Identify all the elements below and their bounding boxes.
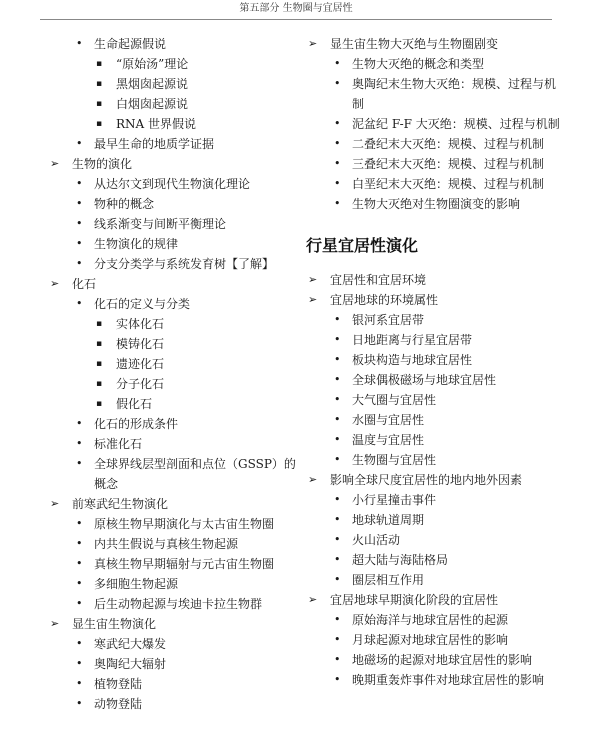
- round-bullet-icon: •: [334, 333, 341, 346]
- outline-item-text: 多细胞生物起源: [94, 577, 179, 591]
- outline-item-text: 模铸化石: [116, 337, 165, 351]
- outline-item: [306, 650, 566, 670]
- round-bullet-icon: •: [76, 637, 83, 650]
- outline-item: [48, 614, 296, 634]
- outline-item: [48, 354, 296, 374]
- outline-item-text: 生物大灭绝对生物圈演变的影响: [352, 197, 521, 211]
- arrow-bullet-icon: ➢: [50, 157, 60, 170]
- outline-item-text: 二叠纪末大灭绝：规模、过程与机制: [352, 137, 545, 151]
- outline-item-text: 植物登陆: [94, 677, 143, 691]
- round-bullet-icon: •: [334, 157, 341, 170]
- outline-item: [306, 610, 566, 630]
- round-bullet-icon: •: [334, 313, 341, 326]
- round-bullet-icon: •: [334, 117, 341, 130]
- outline-item: [306, 470, 566, 490]
- outline-item-text: 化石: [72, 277, 97, 291]
- outline-item: [48, 514, 296, 534]
- outline-item-text: 生物的演化: [72, 157, 133, 171]
- round-bullet-icon: •: [76, 197, 83, 210]
- outline-item-text: 三叠纪末大灭绝：规模、过程与机制: [352, 157, 545, 171]
- round-bullet-icon: •: [76, 437, 83, 450]
- square-bullet-icon: ▪: [96, 79, 103, 89]
- round-bullet-icon: •: [334, 513, 341, 526]
- outline-item: [306, 450, 566, 470]
- outline-item-text: 火山活动: [352, 533, 401, 547]
- round-bullet-icon: •: [334, 633, 341, 646]
- round-bullet-icon: •: [76, 597, 83, 610]
- outline-item-text: 内共生假说与真核生物起源: [94, 537, 239, 551]
- outline-item-text: 原始海洋与地球宜居性的起源: [352, 613, 509, 627]
- arrow-bullet-icon: ➢: [50, 277, 60, 290]
- square-bullet-icon: ▪: [96, 379, 103, 389]
- round-bullet-icon: •: [334, 77, 341, 90]
- left-column: [48, 34, 296, 714]
- outline-item: [306, 390, 566, 410]
- outline-item: [48, 434, 296, 454]
- outline-item: [48, 694, 296, 714]
- outline-item: [306, 330, 566, 350]
- outline-item-text: 日地距离与行星宜居带: [352, 333, 473, 347]
- outline-item-text: 地磁场的起源对地球宜居性的影响: [352, 653, 533, 667]
- outline-item: [48, 254, 296, 274]
- outline-item: [306, 34, 566, 54]
- square-bullet-icon: ▪: [96, 339, 103, 349]
- outline-item: [306, 410, 566, 430]
- page-header: [40, 0, 552, 20]
- outline-item-text: 奥陶纪末生物大灭绝：规模、过程与机制: [352, 77, 557, 111]
- outline-item-text: 原核生物早期演化与太古宙生物圈: [94, 517, 275, 531]
- outline-item: [48, 154, 296, 174]
- round-bullet-icon: •: [76, 557, 83, 570]
- round-bullet-icon: •: [334, 413, 341, 426]
- outline-item: [48, 294, 296, 314]
- outline-item: [306, 174, 566, 194]
- outline-item-text: 银河系宜居带: [352, 313, 425, 327]
- outline-item: [48, 414, 296, 434]
- round-bullet-icon: •: [334, 613, 341, 626]
- round-bullet-icon: •: [76, 417, 83, 430]
- square-bullet-icon: ▪: [96, 399, 103, 409]
- round-bullet-icon: •: [334, 353, 341, 366]
- outline-item: [48, 674, 296, 694]
- square-bullet-icon: ▪: [96, 99, 103, 109]
- outline-item-text: 生命起源假说: [94, 37, 167, 51]
- outline-item-text: 白垩纪末大灭绝：规模、过程与机制: [352, 177, 545, 191]
- outline-item: [48, 654, 296, 674]
- round-bullet-icon: •: [76, 297, 83, 310]
- outline-item-text: 温度与宜居性: [352, 433, 425, 447]
- round-bullet-icon: •: [76, 217, 83, 230]
- outline-item: [306, 570, 566, 590]
- outline-item-text: 显生宙生物演化: [72, 617, 157, 631]
- outline-item-text: 地球轨道周期: [352, 513, 425, 527]
- round-bullet-icon: •: [334, 673, 341, 686]
- outline-item: [48, 134, 296, 154]
- round-bullet-icon: •: [76, 237, 83, 250]
- outline-item: [48, 74, 296, 94]
- outline-item: [48, 594, 296, 614]
- outline-item: [48, 634, 296, 654]
- square-bullet-icon: ▪: [96, 59, 103, 69]
- outline-item-text: 月球起源对地球宜居性的影响: [352, 633, 509, 647]
- round-bullet-icon: •: [334, 493, 341, 506]
- outline-item-text: 真核生物早期辐射与元古宙生物圈: [94, 557, 275, 571]
- outline-item-text: 全球偶极磁场与地球宜居性: [352, 373, 497, 387]
- habitability-outline: [306, 270, 566, 690]
- outline-item: [48, 274, 296, 294]
- outline-item: [48, 214, 296, 234]
- outline-item-text: 板块构造与地球宜居性: [352, 353, 473, 367]
- outline-item: [306, 430, 566, 450]
- outline-item-text: 晚期重轰炸事件对地球宜居性的影响: [352, 673, 545, 687]
- round-bullet-icon: •: [334, 453, 341, 466]
- outline-item: [306, 114, 566, 134]
- round-bullet-icon: •: [334, 433, 341, 446]
- outline-item: [306, 670, 566, 690]
- arrow-bullet-icon: ➢: [50, 497, 60, 510]
- outline-item: [48, 394, 296, 414]
- outline-item: [48, 494, 296, 514]
- outline-item: [306, 530, 566, 550]
- outline-item-text: 显生宙生物大灭绝与生物圈剧变: [330, 37, 499, 51]
- round-bullet-icon: •: [76, 257, 83, 270]
- outline-item-text: 白烟囱起源说: [116, 97, 189, 111]
- outline-item-text: 标准化石: [94, 437, 143, 451]
- outline-item-text: 泥盆纪 F-F 大灭绝：规模、过程与机制: [352, 117, 560, 131]
- header-title: 第五部分 生物圈与宜居性: [239, 3, 353, 14]
- round-bullet-icon: •: [334, 177, 341, 190]
- outline-item-text: 生物演化的规律: [94, 237, 179, 251]
- outline-item: [306, 590, 566, 610]
- round-bullet-icon: •: [76, 457, 83, 470]
- round-bullet-icon: •: [76, 537, 83, 550]
- outline-item: [306, 154, 566, 174]
- round-bullet-icon: •: [334, 553, 341, 566]
- outline-item-text: 奥陶纪大辐射: [94, 657, 167, 671]
- outline-item: [48, 374, 296, 394]
- right-column: [306, 34, 566, 690]
- round-bullet-icon: •: [76, 517, 83, 530]
- round-bullet-icon: •: [334, 137, 341, 150]
- arrow-bullet-icon: ➢: [308, 37, 318, 50]
- arrow-bullet-icon: ➢: [308, 273, 318, 286]
- outline-item: [48, 574, 296, 594]
- outline-item: [48, 54, 296, 74]
- outline-item-text: 宜居地球早期演化阶段的宜居性: [330, 593, 499, 607]
- outline-item: [306, 54, 566, 74]
- round-bullet-icon: •: [334, 653, 341, 666]
- outline-item-text: 遗迹化石: [116, 357, 165, 371]
- outline-item: [306, 630, 566, 650]
- outline-item-text: 动物登陆: [94, 697, 143, 711]
- outline-item-text: 生物圈与宜居性: [352, 453, 437, 467]
- round-bullet-icon: •: [76, 697, 83, 710]
- square-bullet-icon: ▪: [96, 319, 103, 329]
- arrow-bullet-icon: ➢: [308, 293, 318, 306]
- outline-item-text: 化石的定义与分类: [94, 297, 191, 311]
- outline-item-text: 影响全球尺度宜居性的地内地外因素: [330, 473, 523, 487]
- outline-item-text: 分支分类学与系统发育树【了解】: [94, 257, 275, 271]
- outline-item-text: 物种的概念: [94, 197, 155, 211]
- extinction-outline: [306, 34, 566, 214]
- outline-item: [48, 34, 296, 54]
- outline-item: [306, 490, 566, 510]
- outline-item-text: 线系渐变与间断平衡理论: [94, 217, 227, 231]
- round-bullet-icon: •: [76, 577, 83, 590]
- outline-item-text: 宜居性和宜居环境: [330, 273, 427, 287]
- outline-item: [306, 134, 566, 154]
- round-bullet-icon: •: [76, 657, 83, 670]
- outline-item-text: 分子化石: [116, 377, 165, 391]
- outline-item-text: 假化石: [116, 397, 153, 411]
- round-bullet-icon: •: [76, 137, 83, 150]
- outline-item: [48, 194, 296, 214]
- outline-item: [48, 334, 296, 354]
- outline-item-text: 宜居地球的环境属性: [330, 293, 439, 307]
- outline-item-text: 水圈与宜居性: [352, 413, 425, 427]
- outline-item: [48, 454, 296, 494]
- round-bullet-icon: •: [76, 177, 83, 190]
- outline-item-text: RNA 世界假说: [116, 117, 197, 131]
- outline-item-text: 小行星撞击事件: [352, 493, 437, 507]
- arrow-bullet-icon: ➢: [308, 593, 318, 606]
- outline-item-text: 圈层相互作用: [352, 573, 425, 587]
- outline-item: [306, 310, 566, 330]
- round-bullet-icon: •: [334, 373, 341, 386]
- outline-item-text: 从达尔文到现代生物演化理论: [94, 177, 251, 191]
- outline-item-text: 最早生命的地质学证据: [94, 137, 215, 151]
- outline-item-text: 前寒武纪生物演化: [72, 497, 169, 511]
- round-bullet-icon: •: [76, 677, 83, 690]
- outline-item: [48, 234, 296, 254]
- round-bullet-icon: •: [334, 533, 341, 546]
- outline-item-text: 化石的形成条件: [94, 417, 179, 431]
- outline-item-text: 黑烟囱起源说: [116, 77, 189, 91]
- round-bullet-icon: •: [334, 573, 341, 586]
- square-bullet-icon: ▪: [96, 359, 103, 369]
- outline-item: [306, 370, 566, 390]
- outline-item: [306, 74, 566, 114]
- outline-item: [306, 510, 566, 530]
- outline-item: [306, 270, 566, 290]
- outline-item-text: 实体化石: [116, 317, 165, 331]
- outline-item-text: 寒武纪大爆发: [94, 637, 167, 651]
- outline-item: [306, 194, 566, 214]
- arrow-bullet-icon: ➢: [50, 617, 60, 630]
- outline-item: [306, 350, 566, 370]
- outline-item-text: 超大陆与海陆格局: [352, 553, 449, 567]
- outline-item-text: 全球界线层型剖面和点位（GSSP）的概念: [94, 457, 296, 491]
- outline-item: [48, 534, 296, 554]
- outline-item-text: 生物大灭绝的概念和类型: [352, 57, 485, 71]
- outline-item-text: “原始汤”理论: [116, 57, 189, 71]
- outline-item: [48, 314, 296, 334]
- outline-item: [48, 94, 296, 114]
- outline-item: [306, 290, 566, 310]
- square-bullet-icon: ▪: [96, 119, 103, 129]
- round-bullet-icon: •: [334, 393, 341, 406]
- outline-item: [48, 174, 296, 194]
- outline-item: [306, 550, 566, 570]
- outline-item: [48, 554, 296, 574]
- outline-item: [48, 114, 296, 134]
- round-bullet-icon: •: [334, 57, 341, 70]
- arrow-bullet-icon: ➢: [308, 473, 318, 486]
- round-bullet-icon: •: [334, 197, 341, 210]
- section-heading: 行星宜居性演化: [306, 236, 419, 255]
- round-bullet-icon: •: [76, 37, 83, 50]
- outline-item-text: 后生动物起源与埃迪卡拉生物群: [94, 597, 263, 611]
- outline-item-text: 大气圈与宜居性: [352, 393, 437, 407]
